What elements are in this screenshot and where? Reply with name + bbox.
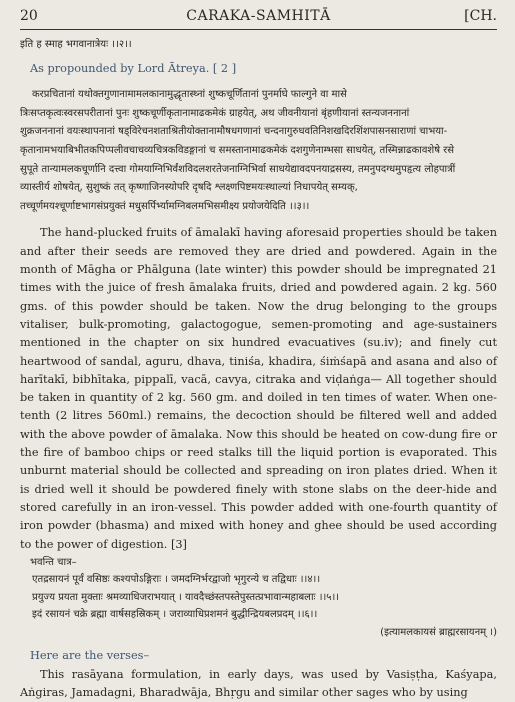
sanskrit-paragraph — [20, 86, 497, 216]
verses-heading: Here are the verses– — [30, 649, 150, 663]
sanskrit-line: कृतानामभयाबिभीतकपिप्पलीवचाचव्यचित्रकविडङ्गानां च समस्तानामाढकमेकं दशगुणेनाम्भसा साधयेत्, तस्मिन्नाढकावशेषे रसे — [20, 145, 455, 157]
verse-intro: भवन्ति चात्र– — [30, 556, 77, 568]
sanskrit-line: करप्रचितानां यथोक्तगुणानामामलकानामुद्धृतास्थ्नां शुष्कचूर्णितानां पुनर्माघे फाल्गुने वा मासे — [32, 89, 347, 101]
intro-verse: इति ह स्माह भगवानात्रेयः ।।२।। — [20, 39, 132, 50]
chapter-marker: [CH. — [464, 8, 497, 24]
page-number: 20 — [20, 8, 38, 24]
verse-line: प्रयुज्य प्रयता मुक्ताः श्रमव्याधिजराभयात् । यावदैच्छंस्तपस्तेपुस्तत्प्रभावान्महाबलाः ।।५।। — [32, 591, 340, 603]
sanskrit-line: त्रिःसप्तकृत्वःस्वरसपरीतानां पुनः शुष्कचूर्णीकृतानामाढकमेकं ग्राहयेत्, अथ जीवनीयानां बृंहणीयानां स्तन्यजननानां — [20, 107, 410, 119]
page-body — [20, 36, 497, 702]
header-rule — [20, 29, 497, 30]
english-paragraph: The hand-plucked fruits of āmalakī having aforesaid properties should be taken and after their seeds are removed they are dried and powdered. Again in the month of Māgha or Phālguna (late winter) this powder should be impregnated 21 times with the juice of fresh āmalaka fruits, dried and powdered again. 2 kg. 560 gms. of this powder should be taken. Now the drug belonging to the groups vitaliser, bulk-promoting, galactogogue, semen-promoting and age-sustainers mentioned in the chapter on six hundred evacuatives (su.iv); and finely cut heartwood of sandal, aguru, dhava, tiniśa, khadira, śiṁśapā and asana and also of harītakī, bibhītaka, pippalī, vacā, cavya, citraka and viḍaṅga— All together should be taken in quantity of 2 kg. 560 gm. and doiled in ten times of water. When one-tenth (2 litres 560ml.) remains, the decoction should be filtered well and added with the above powder of āmalaka. Now this should be heated on cow-dung fire or the fire of bamboo chips or reed stalks till the liquid portion is evaporated. This unburnt material should be collected and spreading on iron plates dried. When it is dried well it should be powdered finely with stone slabs on the deer-hide and stored carefully in an iron-vessel. This powder added with one-fourth quantity of iron powder (bhasma) and mixed with honey and ghee should be used according to the power of digestion. [3] — [20, 226, 497, 551]
verse-block — [20, 554, 497, 642]
sanskrit-line: व्यास्तीर्य शोषयेत्, सुशुष्कं तत् कृष्णाजिनस्योपरि दृषदि श्लक्ष्णपिष्टमयःस्थाल्यां निधापयेत् सम्यक्, — [20, 182, 358, 194]
page-header — [20, 8, 497, 28]
sanskrit-line: शुक्रजननानां वयःस्थापनानां षड्विरेचनशताश्रितीयोक्तानामौषधगणानां चन्दनागुरुधवतिनिशखदिरशिंशपासनसाराणां चाभया- — [20, 126, 448, 138]
sanskrit-line: सुपूते तान्यामलकचूर्णानि दत्त्वा गोमयाग्निभिर्वंशविदलशरतेजनाग्निभिर्वा साधयेद्यावदपनयाद्रसस्य, तमनुपदग्धमुपहृत्य लोहपात्रीं — [20, 163, 456, 175]
verse-line: इदं रसायनं चक्रे ब्रह्मा वार्षसहस्रिकम् । जराव्याधिप्रशमनं बुद्धीन्द्रियबलप्रदम् ।।६।। — [32, 609, 318, 621]
section-end-marker: (इत्यामलकायसं ब्राह्मरसायनम् ।) — [380, 626, 497, 638]
running-title: CARAKA-SAMHITĀ — [186, 8, 331, 24]
closing-paragraph: This rasāyana formulation, in early days, was used by Vasiṣṭha, Kaśyapa, Aṅgiras, Jamadagni, Bharadwāja, Bhṛgu and similar other sages who by using — [20, 667, 497, 699]
verse-line: एतद्रसायनं पूर्वं वसिष्ठः कश्यपोऽङ्गिराः । जमदग्निर्भरद्वाजो भृगुरन्ये च तद्विधाः ।।४।। — [32, 574, 321, 586]
intro-translation: As propounded by Lord Ātreya. [ 2 ] — [30, 62, 237, 75]
sanskrit-line: तच्चूर्णमयश्चूर्णाष्टभागसंप्रयुक्तं मधुसर्पिर्भ्यामग्निबलमभिसमीक्ष्य प्रयोजयेदिति ।।३।। — [20, 200, 310, 212]
